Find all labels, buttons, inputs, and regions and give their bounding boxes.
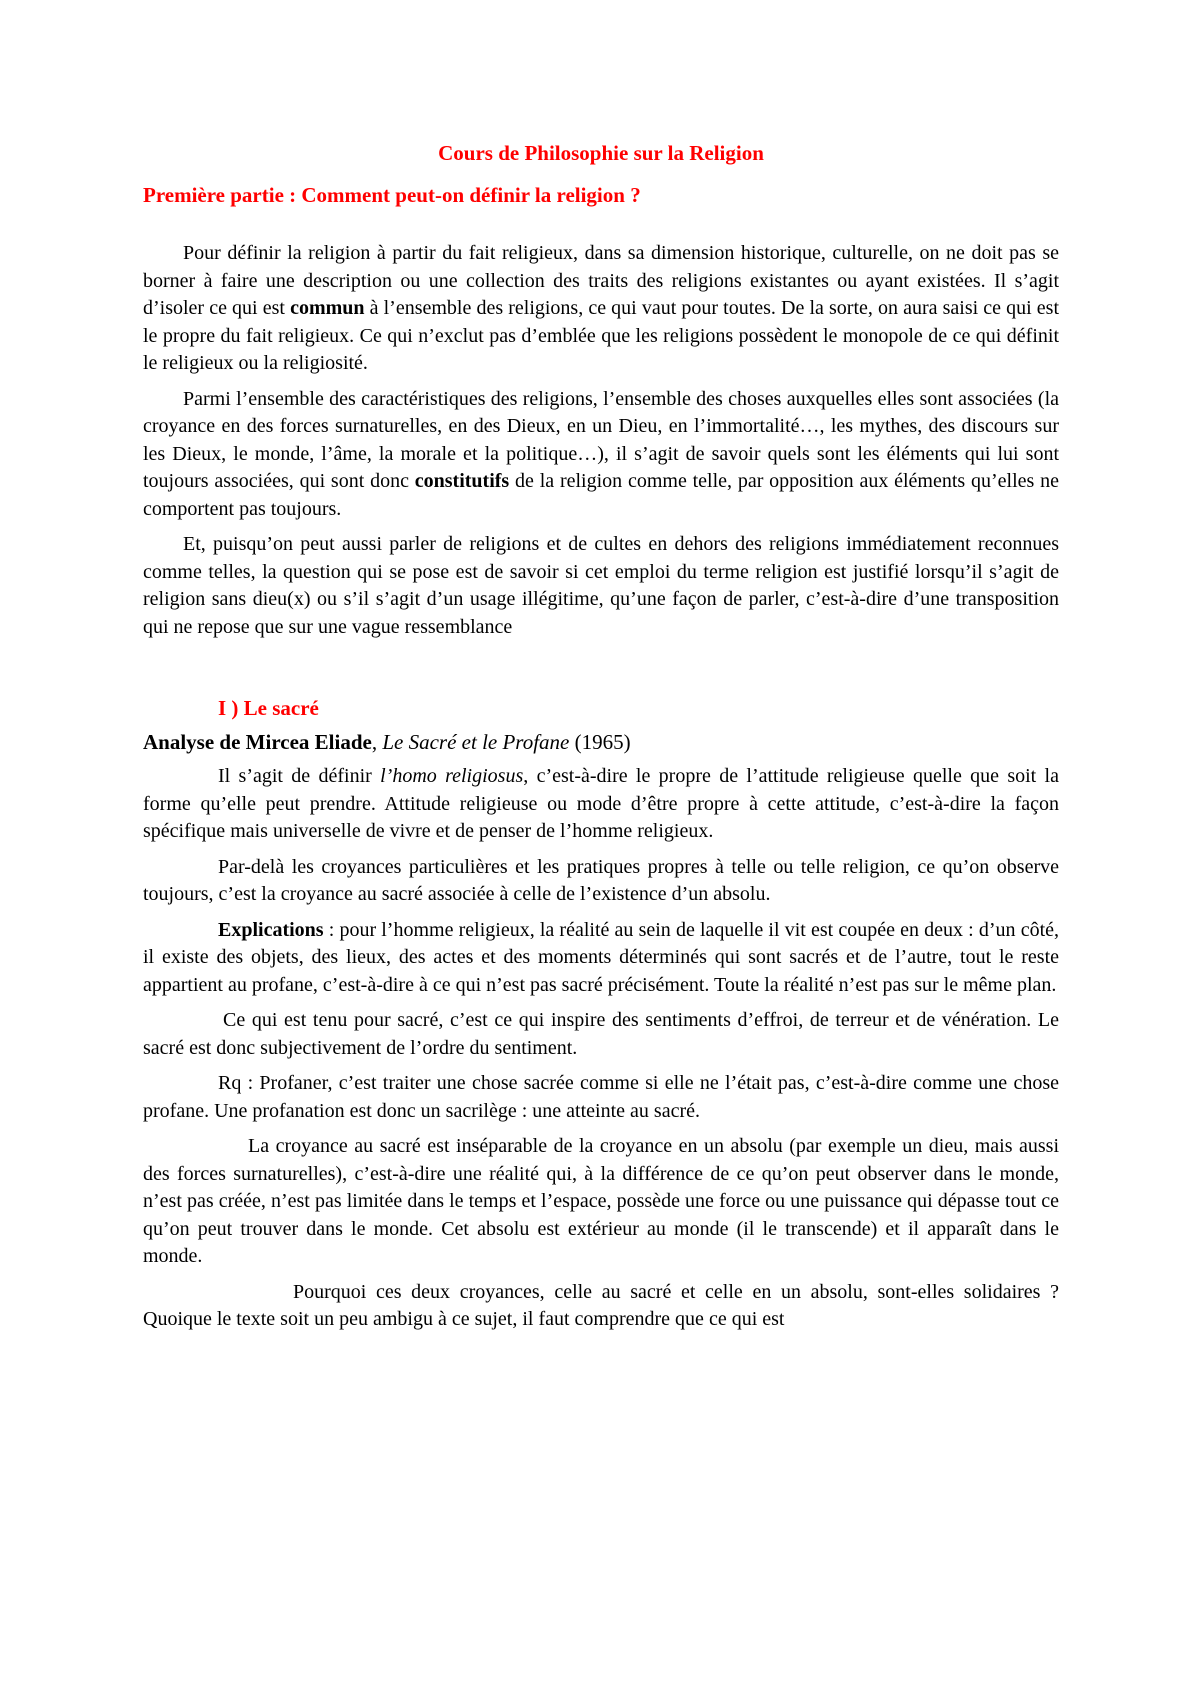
analysis-line [143, 727, 1059, 757]
analysis-work-title: Le Sacré et le Profane [382, 730, 570, 754]
emphasis-bold: Explications [218, 918, 324, 941]
document-title: Cours de Philosophie sur la Religion [438, 141, 764, 165]
section-paragraph-6 [143, 1133, 1059, 1271]
text-run: à l’ensemble des religions, ce qui vaut pour toutes. De la sorte, on aura saisi ce qui est le propre du fait religieux. Ce qui n’exclut pas d’emblée que les religions possèdent le monopole de ce qui définit le religieux ou la religiosité. [143, 297, 1060, 374]
analysis-year: (1965) [569, 730, 631, 754]
intro-paragraph-2 [143, 386, 1059, 524]
section-heading: I ) Le sacré [218, 696, 319, 720]
section-paragraph-1 [143, 763, 1059, 846]
text-run: , c’est-à-dire le propre de l’attitude religieuse quelle que soit la forme qu’elle peut prendre. Attitude religieuse ou mode d’être propre à cette attitude, c’est-à-dire la façon spécifique mais universelle de vivre et de penser de l’homme religieux. [143, 765, 1059, 842]
analysis-separator: , [371, 730, 383, 754]
text-run: Parmi l’ensemble des caractéristiques des religions, l’ensemble des choses auxquelles elles sont associées (la croyance en des forces surnaturelles, en des Dieux, en un Dieu, en l’immortalité…, les mythes, des discours sur les Dieux, le monde, l’âme, la morale et la politique…), il s’agit de savoir quels sont les éléments qui lui sont toujours associées, qui sont donc [143, 387, 1059, 492]
section-paragraph-2 [143, 854, 1059, 909]
intro-paragraph-3 [143, 531, 1059, 641]
text-run: Pourquoi ces deux croyances, celle au sacré et celle en un absolu, sont-elles solidaires ? Quoique le texte soit un peu ambigu à ce sujet, il faut comprendre que ce qui est [143, 1280, 1059, 1330]
text-run: Il s’agit de définir [218, 765, 381, 787]
text-run: de la religion comme telle, par opposition aux éléments qu’elles ne comportent pas toujours. [143, 470, 1059, 520]
section-paragraph-5 [143, 1070, 1059, 1125]
text-run: Ce qui est tenu pour sacré, c’est ce qui inspire des sentiments d’effroi, de terreur et de vénération. Le sacré est donc subjectivement de l’ordre du sentiment. [143, 1009, 1059, 1059]
text-run: Rq : Profaner, c’est traiter une chose sacrée comme si elle ne l’était pas, c’est-à-dire comme une chose profane. Une profanation est donc un sacrilège : une atteinte au sacré. [143, 1072, 1059, 1122]
intro-paragraph-1 [143, 240, 1059, 378]
text-run: Pour définir la religion à partir du fait religieux, dans sa dimension historique, culturelle, on ne doit pas se borner à faire une description ou une collection des traits des religions existantes ou ayant existées. Il s’agit d’isoler ce qui est [143, 242, 1059, 319]
analysis-author: Analyse de Mircea Eliade [143, 730, 372, 754]
emphasis-bold: constitutifs [414, 470, 510, 492]
text-run: : pour l’homme religieux, la réalité au sein de laquelle il vit est coupée en deux : d’un côté, il existe des objets, des lieux, des actes et des moments déterminés qui sont sacrés et de l’autre, tout le reste appartient au profane, c’est-à-dire à ce qui n’est pas sacré précisément. Toute la réalité n’est pas sur le même plan. [143, 918, 1059, 996]
section-paragraph-3 [143, 917, 1059, 1000]
emphasis-italic: l’homo religiosus [380, 765, 524, 787]
document-page [143, 138, 1059, 1342]
text-run: Et, puisqu’on peut aussi parler de religions et de cultes en dehors des religions immédiatement reconnues comme telles, la question qui se pose est de savoir si cet emploi du terme religion est justifié lorsqu’il s’agit de religion sans dieu(x) ou s’il s’agit d’un usage illégitime, qu’une façon de parler, c’est-à-dire d’une transposition qui ne repose que sur une vague ressemblance [143, 533, 1059, 638]
emphasis-bold: commun [290, 297, 365, 319]
section-paragraph-4 [143, 1007, 1059, 1062]
section-body [143, 763, 1059, 1334]
text-run: La croyance au sacré est inséparable de la croyance en un absolu (par exemple un dieu, mais aussi des forces surnaturelles), c’est-à-dire une réalité qui, à la différence de ce qu’on peut observer dans le monde, n’est pas créée, n’est pas limitée dans le temps et l’espace, possède une force ou une puissance qui dépasse tout ce qu’on peut trouver dans le monde. Cet absolu est extérieur au monde (il le transcende) et il apparaît dans le monde. [143, 1135, 1059, 1267]
part-title: Première partie : Comment peut-on définir la religion ? [143, 183, 641, 207]
section-paragraph-7 [143, 1279, 1059, 1334]
text-run: Par-delà les croyances particulières et les pratiques propres à telle ou telle religion, ce qu’on observe toujours, c’est la croyance au sacré associée à celle de l’existence d’un absolu. [143, 855, 1059, 905]
intro-section [143, 240, 1059, 641]
